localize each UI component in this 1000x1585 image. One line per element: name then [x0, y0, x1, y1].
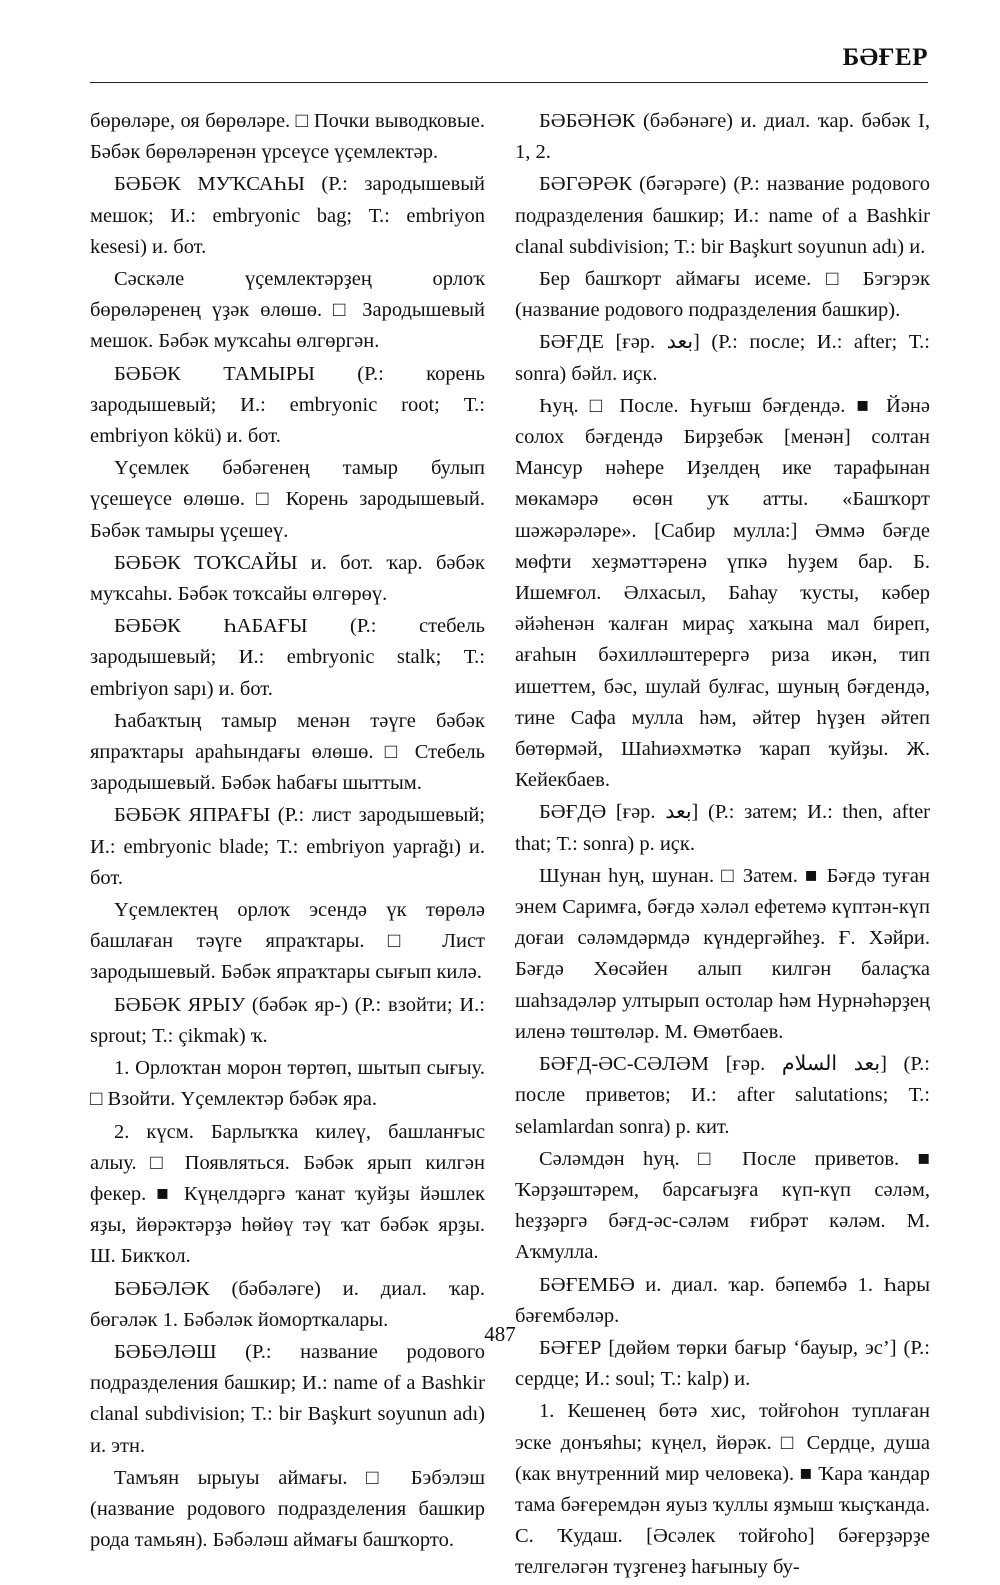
- entry-paragraph: Шунан һуң, шунан. □ Затем. ■ Бәғдә туған энем Саримға, бәғдә хәләл ефетемә күптән-күп доғаи сәләмдәрмдә күндергәйһеҙ. Ғ. Хәйри. Бәғдә Хөсәйен алып килгән балаҫҡа шаһзадәләр ултырып остолар һәм Нурнәһәрҙең иленә төштөләр. М. Өмөтбаев.: [515, 864, 930, 1043]
- entry-paragraph: Үҫемлектең орлоҡ эсендә үк төрөлә башлаған тәүге япраҡтары. □ Лист зародышевый. Бәбәк япраҡтары сығып килә.: [90, 899, 485, 984]
- entry-paragraph: БӘҒДЕ [ғәр. بعد] (Р.: после; И.: after; Т.: sonra) бәйл. иҫк.: [515, 331, 930, 385]
- entry-paragraph: Тамъян ырыуы аймағы. □ Бэбэлэш (название родового подразделения башкир рода тамьян). Бәбәләш аймағы башҡорто.: [90, 1466, 485, 1552]
- entry-paragraph: БӘҒД-ӘС-СӘЛӘМ [ғәр. بعد السلام] (Р.: после приветов; И.: after salutations; Т.: selamlardan sonra) р. кит.: [515, 1053, 930, 1138]
- entry-paragraph: БӘБӘК ТАМЫРЫ (Р.: корень зародышевый; И.: embryonic root; Т.: embriyon kökü) и. бот.: [90, 362, 485, 448]
- entry-paragraph: БӘҒЕМБӘ и. диал. ҡар. бәпембә 1. Һары бәғембәләр.: [515, 1273, 930, 1327]
- page-number: 487: [484, 1322, 516, 1346]
- entry-paragraph: БӘБӘК ТОҠСАЙЫ и. бот. ҡар. бәбәк муҡсаһы. Бәбәк тоҡсайы өлгөрөү.: [90, 551, 485, 606]
- entry-paragraph: БӘҒДӘ [ғәр. بعد] (Р.: затем; И.: then, after that; Т.: sonra) р. иҫк.: [515, 801, 930, 855]
- entry-paragraph: 1. Кешенең бөтә хис, тойғоһон туплаған эске донъяһы; күңел, йөрәк. □ Сердце, душа (как внутренний мир человека). ■ Ҡара ҡандар тама бәғеремдән яуыз ҡуллы яҙмыш ҡыҫҡанда. С. Ҡудаш. [Әсәлек тойғоһо] бәғерҙәрҙе телгеләгән түҙгенеҙ һағыныу бу-: [515, 1400, 930, 1579]
- entry-paragraph: 1. Орлоҡтан морон төртөп, шытып сығыу. □ Взойти. Үҫемлектәр бәбәк яра.: [90, 1057, 485, 1111]
- entry-paragraph: БӘБӘНӘК (бәбәнәге) и. диал. ҡар. бәбәк I, 1, 2.: [515, 110, 930, 164]
- entry-paragraph: Үҫемлек бәбәгенең тамыр булып үҫешеүсе өлөшө. □ Корень зародышевый. Бәбәк тамыры үҫешеү.: [90, 457, 485, 542]
- entry-paragraph: БӘБӘЛӘК (бәбәләге) и. диал. ҡар. бөгәләк 1. Бәбәләк йоморткалары.: [90, 1277, 485, 1331]
- entry-paragraph: бөрөләре, оя бөрөләре. □ Почки выводковые. Бәбәк бөрөләренән үрсеүсе үҫемлектәр.: [90, 110, 485, 164]
- entry-paragraph: БӘГӘРӘК (бәгәрәге) (Р.: название родового подразделения башкир; И.: name of a Bashkir clanal subdivision; Т.: bir Başkurt soyunun adı) и.: [515, 173, 930, 258]
- entry-paragraph: Сәскәле үҫемлектәрҙең орлоҡ бөрөләренең үҙәк өлөшө. □ Зародышевый мешок. Бәбәк муҡсаһы өлгөргән.: [90, 268, 485, 353]
- header-rule: [90, 82, 928, 83]
- running-head: БӘҒЕР: [842, 44, 928, 71]
- entry-paragraph: Бер башҡорт аймағы исеме. □ Бэгэрэк (название родового подразделения башкир).: [515, 268, 930, 322]
- entry-paragraph: Сәләмдән һуң. □ После приветов. ■ Ҡәрҙәштәрем, барсағыҙға күп-күп сәләм, һеҙҙәргә бәғд-әс-сәләм ғибрәт кәләм. М. Аҡмулла.: [515, 1147, 930, 1264]
- entry-paragraph: БӘҒЕР [дөйөм төрки бағыр ‘бауыр, эс’] (Р.: сердце; И.: soul; Т.: kalp) и.: [515, 1336, 930, 1391]
- right-column: [515, 106, 930, 1585]
- entry-paragraph: БӘБӘК МУҠСАҺЫ (Р.: зародышевый мешок; И.: embryonic bag; Т.: embriyon kesesi) и. бот.: [90, 173, 485, 258]
- entry-paragraph: 2. күсм. Барлыҡҡа килеү, башланғыс алыу. □ Появляться. Бәбәк ярып килгән фекер. ■ Күңелдәргә ҡанат ҡуйҙы йәшлек яҙы, йөрәктәрҙә һөйөү тәү ҡат бәбәк ярҙы. Ш. Бикҡол.: [90, 1120, 485, 1268]
- entry-paragraph: БӘБӘК ЯПРАҒЫ (Р.: лист зародышевый; И.: embryonic blade; Т.: embriyon yaprağı) и. бот.: [90, 804, 485, 889]
- entry-paragraph: Һуң. □ После. Һуғыш бәғдендә. ■ Йәнә солох бәғдендә Бирҙебәк [менән] солтан Мансур нәһере Иҙелдең ике тарафынан мөкамәрә өсөн уҡ атты. «Башҡорт шәжәрәләре». [Сабир мулла:] Әммә бәғде мөфти хеҙмәттәренә үпкә һуҙем бар. Б. Ишемғол. Әлхасыл, Баһау ҡусты, кәбер әйәһенән ҡалған мираҫ хаҡына мал биреп, ағаһын бәхилләштерергә риза икән, тип ишеттем, бәс, шулай булғас, шуның бәғдендә, тине Сафа мулла һәм, әйтер һүҙен әйтеп бөтөрмәй, Шаһиәхмәткә ҡарап ҡуйҙы. Ж. Кейекбаев.: [515, 394, 930, 792]
- entry-paragraph: БӘБӘЛӘШ (Р.: название родового подразделения башкир; И.: name of a Bashkir clanal subdivision; Т.: bir Başkurt soyunun adı) и. этн.: [90, 1340, 485, 1457]
- entry-paragraph: Һабаҡтың тамыр менән тәүге бәбәк япраҡтары араһындағы өлөшө. □ Стебель зародышевый. Бәбәк һабағы шыттым.: [90, 709, 485, 795]
- entry-paragraph: БӘБӘК ҺАБАҒЫ (Р.: стебель зародышевый; И.: embryonic stalk; Т.: embriyon sapı) и. бот.: [90, 615, 485, 700]
- entry-paragraph: БӘБӘК ЯРЫУ (бәбәк яр-) (Р.: взойти; И.: sprout; Т.: çikmak) ҡ.: [90, 993, 485, 1047]
